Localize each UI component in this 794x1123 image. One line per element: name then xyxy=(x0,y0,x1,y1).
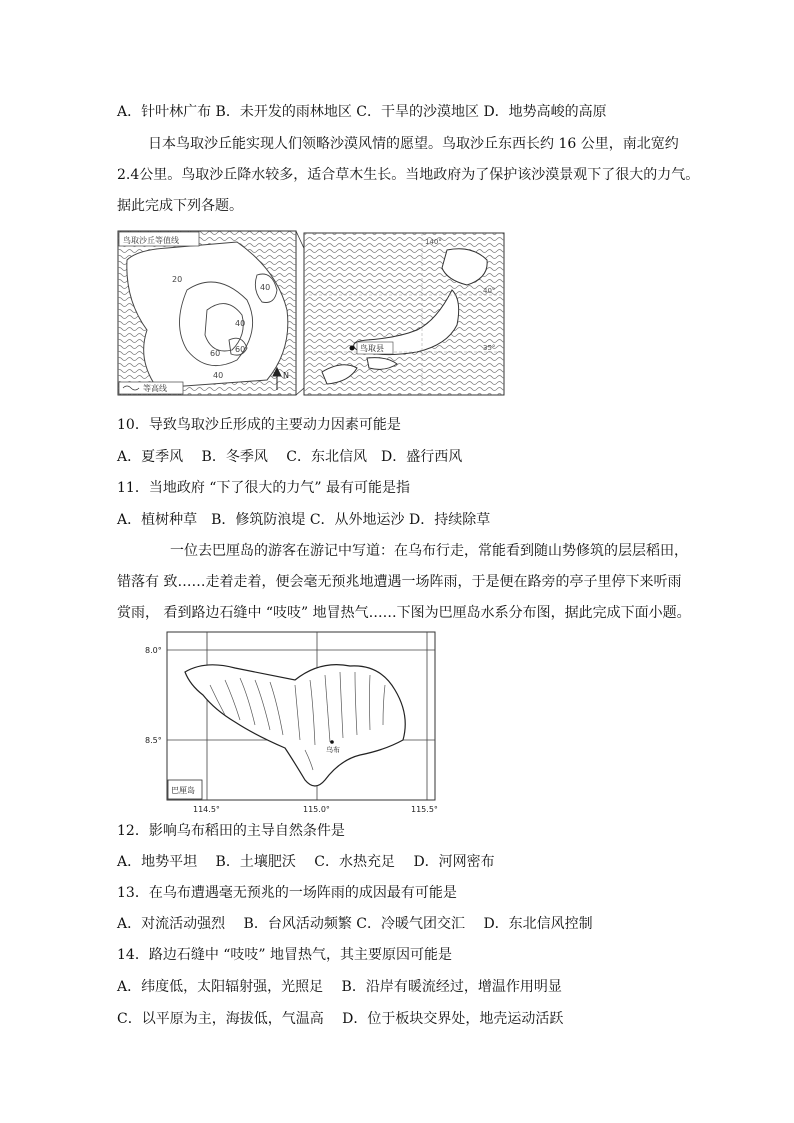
passage-1-line-2: 2.4公里。鸟取沙丘降水较多，适合草木生长。当地政府为了保护该沙漠景观下了很大的力气。 xyxy=(117,167,700,183)
question-14-options-ab: A．纬度低，太阳辐射强，光照足 B．沿岸有暖流经过，增温作用明显 xyxy=(117,979,562,995)
tottori-place-label: 鸟取县 xyxy=(360,344,384,353)
passage-1-line-1: 日本鸟取沙丘能实现人们领略沙漠风情的愿望。鸟取沙丘东西长约 16 公里，南北宽约 xyxy=(148,136,679,152)
dune-map-title: 鸟取沙丘等值线 xyxy=(123,236,179,245)
contour-label-5: 60 xyxy=(235,345,246,354)
contour-label-1: 20 xyxy=(172,275,183,284)
contour-label-2: 40 xyxy=(260,283,271,292)
line-options-prev: A．针叶林广布 B．未开发的雨林地区 C．干旱的沙漠地区 D．地势高峻的高原 xyxy=(117,104,607,120)
tottori-location-dot xyxy=(350,346,355,351)
bali-island-label: 巴厘岛 xyxy=(171,786,195,795)
lat-label-40: 40° xyxy=(483,287,496,295)
lon-label-115-0: 115.0° xyxy=(303,805,330,814)
passage-1-line-3: 据此完成下列各题。 xyxy=(117,198,243,214)
contour-label-3: 60 xyxy=(210,349,221,358)
question-10-options: A．夏季风 B．冬季风 C．东北信风 D．盛行西风 xyxy=(117,449,463,465)
lon-label-114-5: 114.5° xyxy=(193,805,220,814)
contour-legend: 等高线 xyxy=(143,384,167,393)
question-13-options: A．对流活动强烈 B．台风活动频繁 C．冷暖气团交汇 D．东北信风控制 xyxy=(117,916,593,932)
passage-2-line-1: 一位去巴厘岛的游客在游记中写道：在乌布行走，常能看到随山势修筑的层层稻田， xyxy=(170,543,688,559)
question-11: 11．当地政府 “下了很大的力气” 最有可能是指 xyxy=(117,480,411,496)
question-12: 12．影响乌布稻田的主导自然条件是 xyxy=(117,823,345,839)
contour-label-4: 40 xyxy=(235,319,246,328)
north-label: N xyxy=(283,371,289,380)
question-14: 14．路边石缝中 “吱吱” 地冒热气，其主要原因可能是 xyxy=(117,947,453,963)
lat-label-35: 35° xyxy=(483,344,496,352)
ubud-dot xyxy=(330,740,334,744)
lon-label-115-5: 115.5° xyxy=(411,805,438,814)
tottori-map-figure xyxy=(117,230,505,396)
passage-2-line-3: 赏雨， 看到路边石缝中 “吱吱” 地冒热气……下图为巴厘岛水系分布图，据此完成下面小题。 xyxy=(117,605,691,621)
contour-label-6: 40 xyxy=(213,371,224,380)
bali-map-figure xyxy=(145,630,445,818)
question-14-options-cd: C．以平原为主，海拔低，气温高 D．位于板块交界处，地壳运动活跃 xyxy=(117,1011,564,1027)
question-13: 13．在乌布遭遇毫无预兆的一场阵雨的成因最有可能是 xyxy=(117,885,457,901)
ubud-label: 乌布 xyxy=(326,746,340,754)
lat-label-8-5: 8.5° xyxy=(145,736,162,745)
question-11-options: A．植树种草 B．修筑防浪堤 C．从外地运沙 D．持续除草 xyxy=(117,512,491,528)
question-10: 10．导致鸟取沙丘形成的主要动力因素可能是 xyxy=(117,417,401,433)
lon-label: 140° xyxy=(425,238,442,246)
question-12-options: A．地势平坦 B．土壤肥沃 C．水热充足 D．河网密布 xyxy=(117,854,495,870)
lat-label-8-0: 8.0° xyxy=(145,646,162,655)
passage-2-line-2: 错落有 致……走着走着，便会毫无预兆地遭遇一场阵雨，于是便在路旁的亭子里停下来听雨 xyxy=(117,574,682,590)
